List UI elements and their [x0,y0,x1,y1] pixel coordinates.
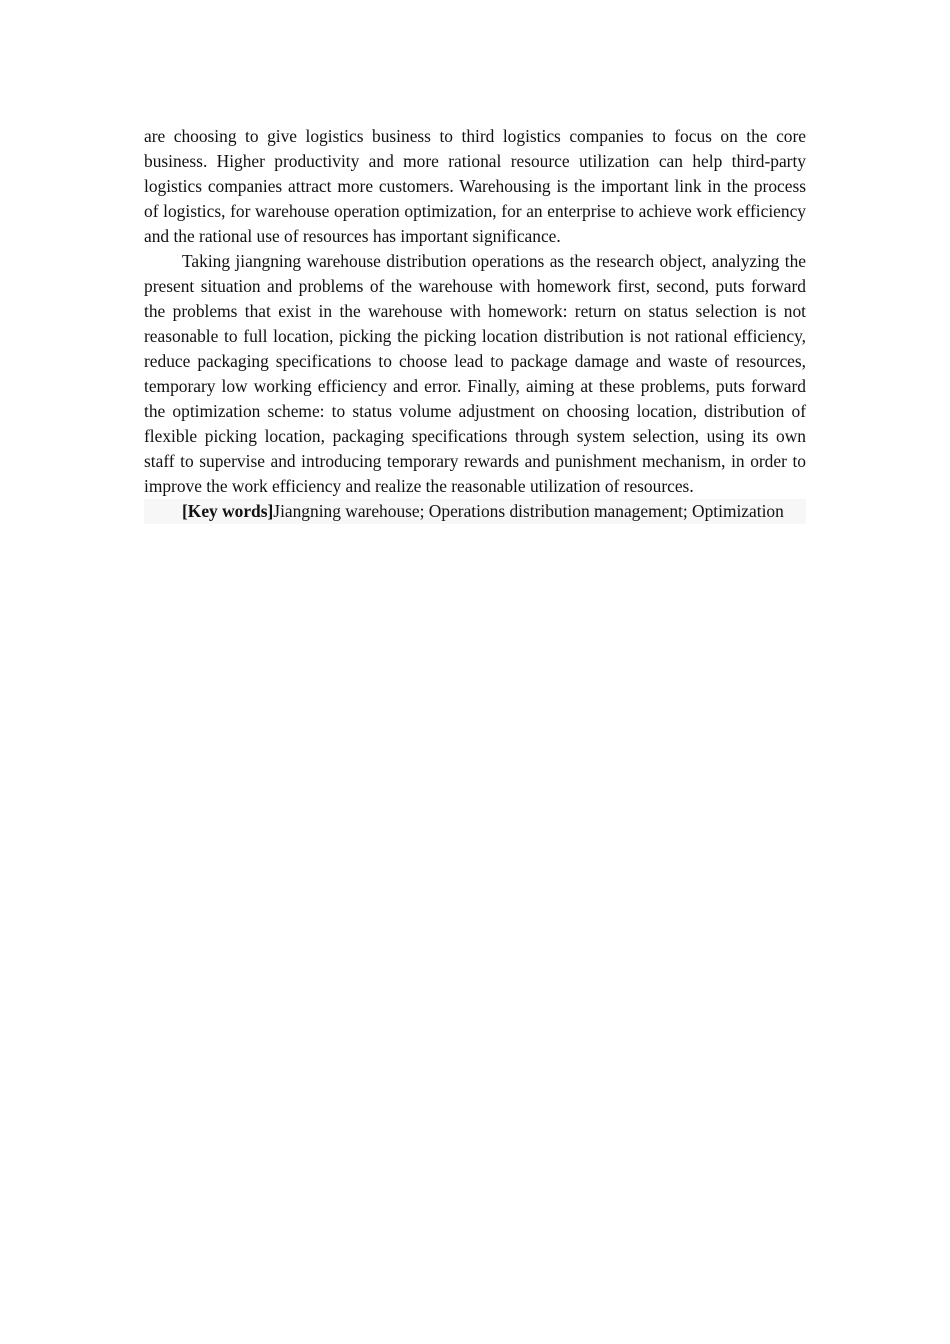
abstract-paragraph-continuation: are choosing to give logistics business to third logistics companies to focus on the core business. Higher productivity and more rational resource utilization can help third-party logistics companies attract more customers. Warehousing is the important link in the process of logistics, for warehouse operation optimization, for an enterprise to achieve work efficiency and the rational use of resources has important significance. [144,126,806,246]
keywords-label: [Key words] [182,501,274,521]
abstract-paragraph: Taking jiangning warehouse distribution operations as the research object, analyzing the present situation and problems of the warehouse with homework first, second, puts forward the problems that exist in the warehouse with homework: return on status selection is not reasonable to full location, picking the picking location distribution is not rational efficiency, reduce packaging specifications to choose lead to package damage and waste of resources, temporary low working efficiency and error. Finally, aiming at these problems, puts forward the optimization scheme: to status volume adjustment on choosing location, distribution of flexible picking location, packaging specifications through system selection, using its own staff to supervise and introducing temporary rewards and punishment mechanism, in order to improve the work efficiency and realize the reasonable utilization of resources. [144,251,806,496]
keywords-line [144,499,806,524]
keywords-text: Jiangning warehouse; Operations distribution management; Optimization [273,501,784,521]
abstract-body [144,124,806,524]
